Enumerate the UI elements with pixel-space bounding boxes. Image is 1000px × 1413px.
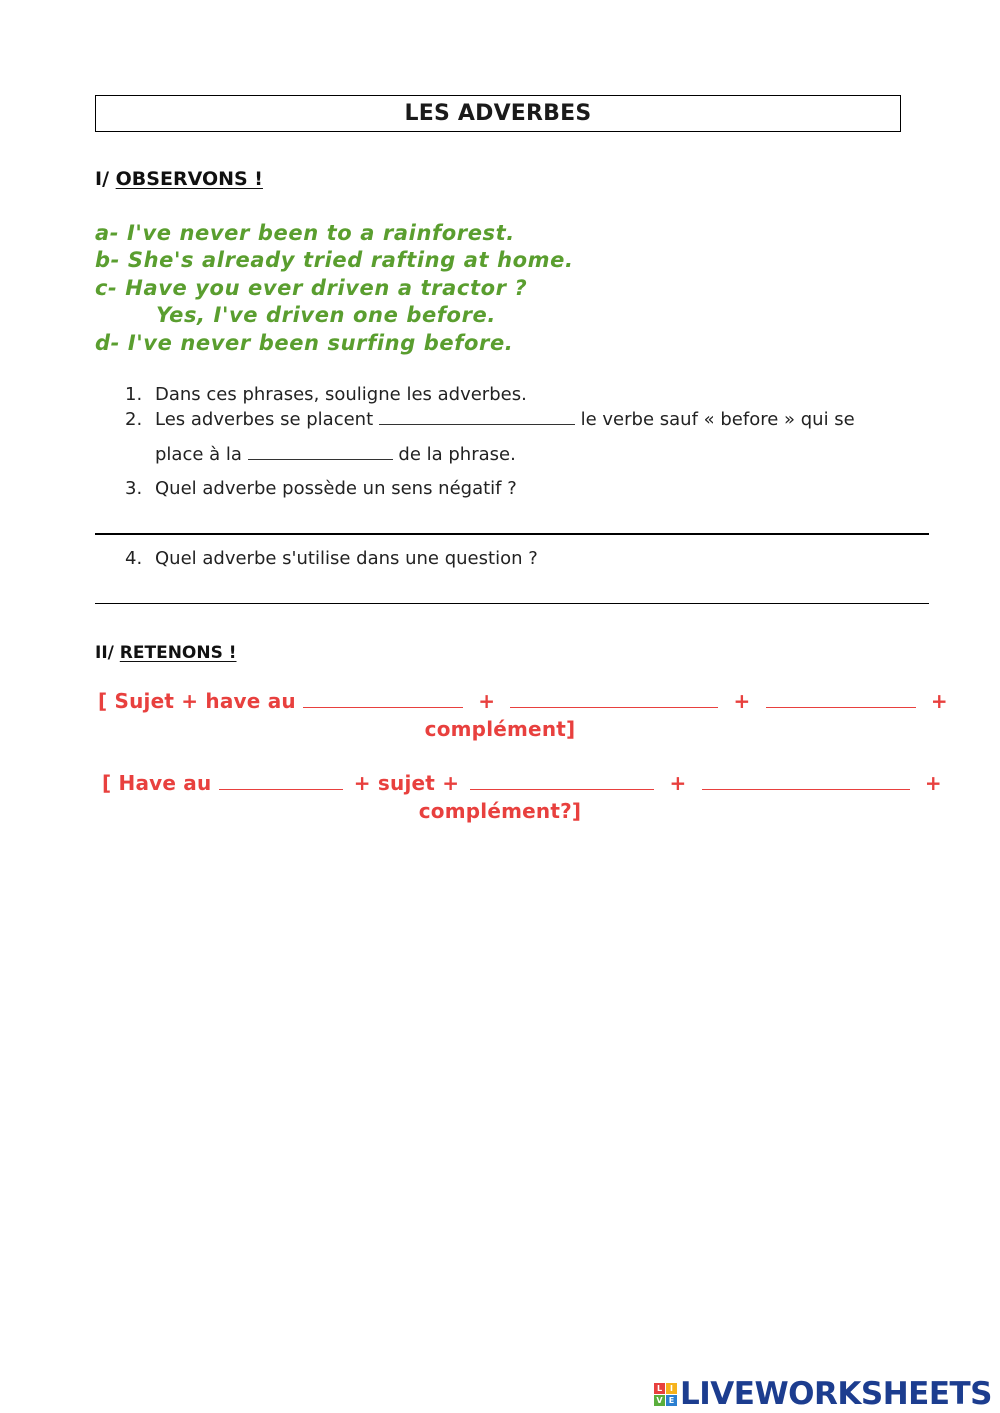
formula-affirmative (98, 689, 948, 713)
answer-blank-position[interactable] (379, 408, 575, 425)
question-1 (125, 384, 527, 405)
plus-sign: + (930, 689, 948, 713)
question-text-cont: le verbe sauf « before » qui se (580, 409, 855, 430)
question-text: place à la (155, 444, 242, 465)
logo-letter: I (666, 1383, 677, 1394)
question-text: Quel adverbe s'utilise dans une question ? (155, 548, 538, 569)
formula-question-end: complément?] (418, 799, 582, 823)
question-text: Les adverbes se placent (155, 409, 374, 430)
formula-blank-adverb[interactable] (510, 689, 718, 708)
question-number: 3. (125, 478, 143, 499)
page-title: LES ADVERBES (95, 95, 901, 132)
question-text: Dans ces phrases, souligne les adverbes. (155, 384, 527, 405)
formula-affirmative-end: complément] (424, 717, 576, 741)
question-text-cont: de la phrase. (398, 444, 516, 465)
answer-line-question-4[interactable] (95, 603, 929, 604)
question-2-line2 (155, 443, 516, 465)
question-number: 4. (125, 548, 143, 569)
formula-start: [ Have au (102, 771, 212, 795)
example-a: a- I've never been to a rainforest. (95, 221, 515, 245)
plus-sign: + (669, 771, 687, 795)
logo-text: LIVEWORKSHEETS (680, 1376, 992, 1412)
formula-blank-verb[interactable] (702, 771, 910, 790)
question-number: 1. (125, 384, 143, 405)
answer-blank-sentence-place[interactable] (248, 443, 393, 460)
example-c-answer: Yes, I've driven one before. (156, 303, 496, 327)
question-2 (125, 408, 855, 430)
plus-sign: + (733, 689, 751, 713)
formula-blank-verb[interactable] (766, 689, 916, 708)
formula-mid: + sujet + (353, 771, 460, 795)
formula-start: [ Sujet + have au (98, 689, 296, 713)
logo-letter: V (654, 1395, 665, 1406)
question-4 (125, 548, 538, 569)
section-observons-heading (95, 168, 263, 190)
formula-blank-adverb[interactable] (470, 771, 654, 790)
question-number: 2. (125, 409, 143, 430)
logo-mark-icon (654, 1383, 677, 1406)
plus-sign: + (478, 689, 496, 713)
section-title: RETENONS ! (119, 643, 237, 663)
section-title: OBSERVONS ! (115, 168, 263, 190)
section-prefix: I/ (95, 168, 110, 190)
formula-blank-tense[interactable] (303, 689, 463, 708)
example-d: d- I've never been surfing before. (95, 331, 514, 355)
liveworksheets-logo (654, 1376, 992, 1412)
example-c: c- Have you ever driven a tractor ? (95, 276, 528, 300)
question-text: Quel adverbe possède un sens négatif ? (155, 478, 517, 499)
section-prefix: II/ (95, 643, 114, 663)
logo-letter: L (654, 1383, 665, 1394)
section-retenons-heading (95, 643, 237, 663)
logo-letter: E (666, 1395, 677, 1406)
example-b: b- She's already tried rafting at home. (95, 248, 574, 272)
question-3 (125, 478, 517, 499)
plus-sign: + (924, 771, 942, 795)
answer-line-question-3[interactable] (95, 533, 929, 535)
formula-question (102, 771, 942, 795)
formula-blank-tense[interactable] (219, 771, 343, 790)
